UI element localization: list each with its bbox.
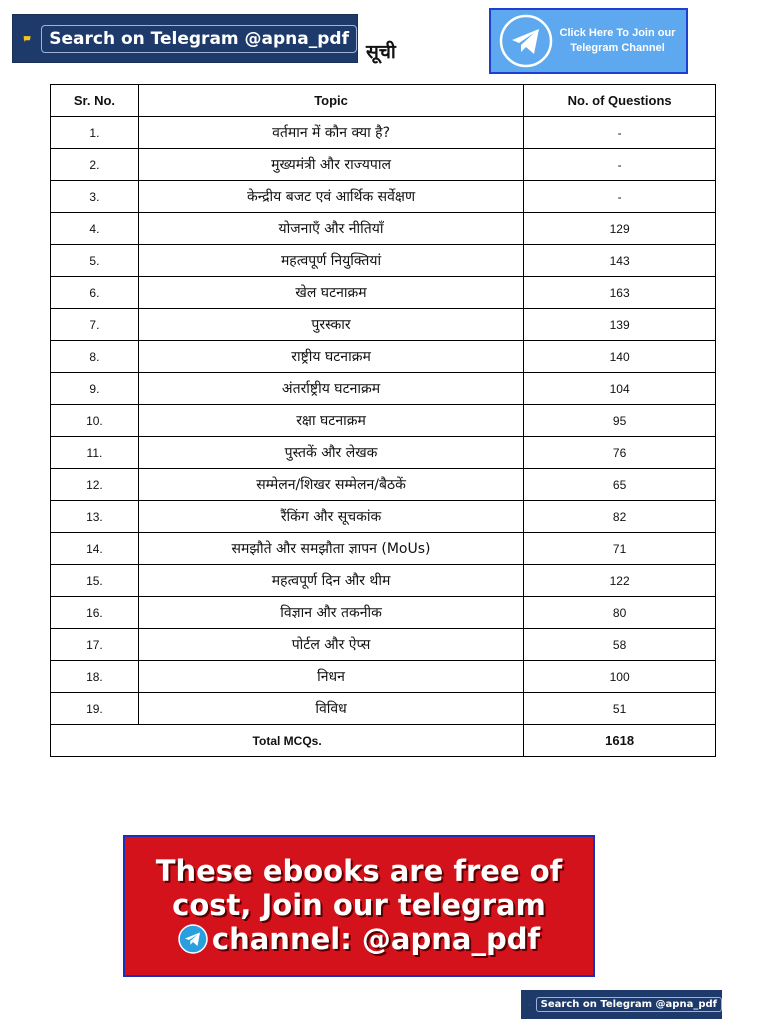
- table-row: [51, 501, 716, 533]
- row-question-count: -: [524, 149, 716, 181]
- row-question-count: 140: [524, 341, 716, 373]
- row-topic: योजनाएँ और नीतियाँ: [138, 213, 523, 245]
- row-topic: अंतर्राष्ट्रीय घटनाक्रम: [138, 373, 523, 405]
- table-row: [51, 213, 716, 245]
- promo-line-3-wrap: [125, 922, 593, 956]
- table-row: [51, 437, 716, 469]
- row-topic: मुख्यमंत्री और राज्यपाल: [138, 149, 523, 181]
- row-topic: वर्तमान में कौन क्या है?: [138, 117, 523, 149]
- row-topic: विज्ञान और तकनीक: [138, 597, 523, 629]
- table-header-row: [51, 85, 716, 117]
- message-icon: [23, 28, 31, 50]
- row-question-count: 163: [524, 277, 716, 309]
- row-topic: रक्षा घटनाक्रम: [138, 405, 523, 437]
- table-row: [51, 693, 716, 725]
- page-title: सूची: [366, 41, 396, 63]
- row-sr-no: 1.: [51, 117, 139, 149]
- promo-line-1: These ebooks are free of: [155, 854, 563, 888]
- table-row: [51, 469, 716, 501]
- search-telegram-banner[interactable]: [12, 14, 358, 63]
- table-row: [51, 245, 716, 277]
- row-topic: विविध: [138, 693, 523, 725]
- row-sr-no: 5.: [51, 245, 139, 277]
- table-row: [51, 341, 716, 373]
- table-row: [51, 565, 716, 597]
- row-sr-no: 2.: [51, 149, 139, 181]
- table-row: [51, 277, 716, 309]
- contents-table: [50, 84, 716, 757]
- row-sr-no: 19.: [51, 693, 139, 725]
- telegram-icon: [499, 14, 553, 68]
- total-value: 1618: [524, 725, 716, 757]
- table-row: [51, 661, 716, 693]
- row-sr-no: 12.: [51, 469, 139, 501]
- table-row: [51, 309, 716, 341]
- row-question-count: 129: [524, 213, 716, 245]
- row-topic: समझौते और समझौता ज्ञापन (MoUs): [138, 533, 523, 565]
- table-row: [51, 181, 716, 213]
- row-sr-no: 17.: [51, 629, 139, 661]
- row-question-count: 122: [524, 565, 716, 597]
- row-sr-no: 13.: [51, 501, 139, 533]
- row-topic: केन्द्रीय बजट एवं आर्थिक सर्वेक्षण: [138, 181, 523, 213]
- message-icon: [529, 999, 530, 1011]
- row-sr-no: 7.: [51, 309, 139, 341]
- row-sr-no: 10.: [51, 405, 139, 437]
- promo-line-2: cost, Join our telegram: [172, 888, 546, 922]
- row-sr-no: 18.: [51, 661, 139, 693]
- table-row: [51, 533, 716, 565]
- total-label: Total MCQs.: [51, 725, 524, 757]
- row-sr-no: 9.: [51, 373, 139, 405]
- row-question-count: 100: [524, 661, 716, 693]
- row-sr-no: 16.: [51, 597, 139, 629]
- row-question-count: -: [524, 181, 716, 213]
- promo-line-3: channel: @apna_pdf: [211, 922, 541, 956]
- row-sr-no: 15.: [51, 565, 139, 597]
- row-topic: निधन: [138, 661, 523, 693]
- header-question-count: No. of Questions: [524, 85, 716, 117]
- row-question-count: 51: [524, 693, 716, 725]
- row-sr-no: 3.: [51, 181, 139, 213]
- row-question-count: 143: [524, 245, 716, 277]
- row-sr-no: 4.: [51, 213, 139, 245]
- row-topic: पुरस्कार: [138, 309, 523, 341]
- join-telegram-banner[interactable]: [489, 8, 688, 74]
- table-row: [51, 117, 716, 149]
- row-question-count: 58: [524, 629, 716, 661]
- row-topic: पोर्टल और ऐप्स: [138, 629, 523, 661]
- search-banner-text: Search on Telegram @apna_pdf: [41, 25, 357, 53]
- footer-search-text: Search on Telegram @apna_pdf: [536, 997, 722, 1012]
- row-sr-no: 14.: [51, 533, 139, 565]
- table-row: [51, 597, 716, 629]
- row-sr-no: 11.: [51, 437, 139, 469]
- row-topic: सम्मेलन/शिखर सम्मेलन/बैठकें: [138, 469, 523, 501]
- row-question-count: 65: [524, 469, 716, 501]
- table-row: [51, 149, 716, 181]
- row-question-count: 71: [524, 533, 716, 565]
- row-topic: महत्वपूर्ण दिन और थीम: [138, 565, 523, 597]
- row-sr-no: 6.: [51, 277, 139, 309]
- row-question-count: 95: [524, 405, 716, 437]
- row-question-count: 76: [524, 437, 716, 469]
- table-row: [51, 629, 716, 661]
- promo-banner[interactable]: [123, 835, 595, 977]
- row-topic: रैंकिंग और सूचकांक: [138, 501, 523, 533]
- footer-search-banner[interactable]: [521, 990, 722, 1019]
- row-topic: खेल घटनाक्रम: [138, 277, 523, 309]
- row-question-count: 139: [524, 309, 716, 341]
- table-row: [51, 373, 716, 405]
- table-row: [51, 405, 716, 437]
- row-sr-no: 8.: [51, 341, 139, 373]
- row-question-count: -: [524, 117, 716, 149]
- telegram-icon: [178, 924, 208, 954]
- header-sr-no: Sr. No.: [51, 85, 139, 117]
- row-topic: महत्वपूर्ण नियुक्तियां: [138, 245, 523, 277]
- row-question-count: 82: [524, 501, 716, 533]
- row-question-count: 104: [524, 373, 716, 405]
- join-banner-text: Click Here To Join our Telegram Channel: [559, 27, 676, 54]
- total-row: [51, 725, 716, 757]
- row-topic: राष्ट्रीय घटनाक्रम: [138, 341, 523, 373]
- header-topic: Topic: [138, 85, 523, 117]
- row-topic: पुस्तकें और लेखक: [138, 437, 523, 469]
- row-question-count: 80: [524, 597, 716, 629]
